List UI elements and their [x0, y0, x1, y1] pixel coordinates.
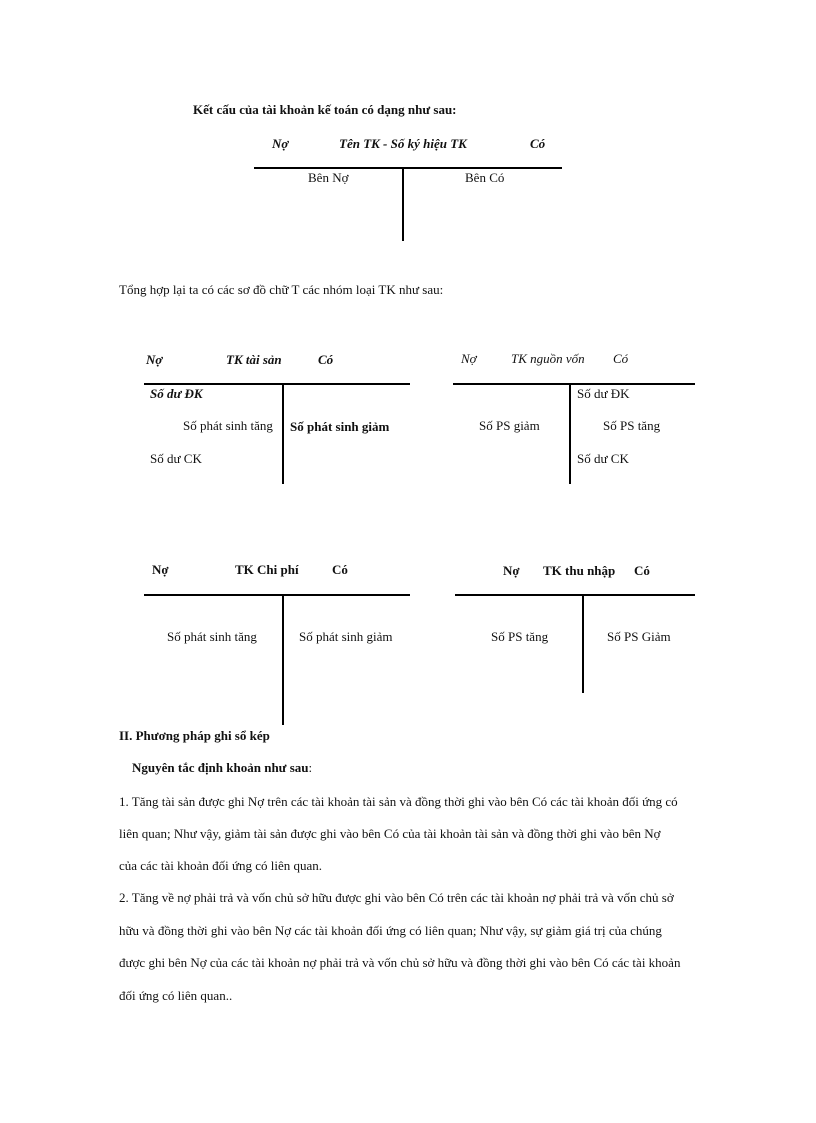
paragraph-1-line-2: liên quan; Như vậy, giảm tài sản được ghi vào bên Có của tài khoản tài sản và đồng thời ghi vào bên Nợ: [119, 826, 661, 841]
asset-vertical-line: [282, 384, 284, 484]
main-t-right-label: Bên Có: [465, 170, 505, 185]
main-t-co-label: Có: [530, 136, 546, 151]
asset-closing-balance: Số dư CK: [150, 451, 202, 466]
capital-title: TK nguồn vốn: [511, 351, 585, 366]
asset-horizontal-line: [144, 383, 410, 385]
capital-horizontal-line: [453, 383, 695, 385]
subheading-text: Nguyên tắc định khoản như sau: [132, 760, 309, 775]
main-t-horizontal-line: [254, 167, 562, 169]
main-t-no-label: Nợ: [272, 136, 289, 151]
capital-opening-balance: Số dư ĐK: [577, 386, 630, 401]
expense-decrease: Số phát sinh giảm: [299, 629, 393, 644]
expense-horizontal-line: [144, 594, 410, 596]
income-co-label: Có: [634, 563, 650, 578]
paragraph-2-line-1: 2. Tăng về nợ phải trả và vốn chủ sở hữu được ghi vào bên Có trên các tài khoản nợ phải trả và vốn chủ sở: [119, 890, 674, 905]
paragraph-2-line-3: được ghi bên Nợ của các tài khoản nợ phải trả và vốn chủ sở hữu và đồng thời ghi vào bên Có các tài khoản: [119, 955, 681, 970]
asset-no-label: Nợ: [146, 352, 163, 367]
main-t-title: Tên TK - Số ký hiệu TK: [339, 136, 467, 151]
capital-closing-balance: Số dư CK: [577, 451, 629, 466]
asset-increase: Số phát sinh tăng: [183, 418, 273, 433]
income-horizontal-line: [455, 594, 695, 596]
income-title: TK thu nhập: [543, 563, 616, 578]
capital-no-label: Nợ: [461, 351, 477, 366]
intro-heading: Kết cấu của tài khoản kế toán có dạng như sau:: [193, 102, 457, 117]
asset-decrease: Số phát sinh giảm: [290, 419, 390, 434]
asset-title: TK tài sản: [226, 352, 282, 367]
main-t-left-label: Bên Nợ: [308, 170, 349, 185]
paragraph-2-line-4: đối ứng có liên quan..: [119, 988, 233, 1003]
capital-vertical-line: [569, 384, 571, 484]
income-decrease: Số PS Giảm: [607, 629, 671, 644]
asset-opening-balance: Số dư ĐK: [150, 386, 203, 401]
income-no-label: Nợ: [503, 563, 520, 578]
capital-increase: Số PS tăng: [603, 418, 661, 433]
expense-increase: Số phát sinh tăng: [167, 629, 257, 644]
capital-decrease: Số PS giảm: [479, 418, 540, 433]
expense-no-label: Nợ: [152, 562, 169, 577]
expense-title: TK Chi phí: [235, 562, 299, 577]
expense-vertical-line: [282, 595, 284, 725]
paragraph-1-line-1: 1. Tăng tài sản được ghi Nợ trên các tài khoản tài sản và đồng thời ghi vào bên Có các tài khoản đối ứng có: [119, 794, 678, 809]
income-vertical-line: [582, 595, 584, 693]
subheading-colon: :: [308, 760, 313, 775]
section-subheading: [132, 760, 312, 776]
paragraph-1-line-3: của các tài khoản đối ứng có liên quan.: [119, 858, 323, 873]
summary-text: Tổng hợp lại ta có các sơ đồ chữ T các nhóm loại TK như sau:: [119, 282, 444, 297]
capital-co-label: Có: [613, 351, 629, 366]
paragraph-2-line-2: hữu và đồng thời ghi vào bên Nợ các tài khoản đối ứng có liên quan; Như vậy, sự giảm giá trị của chúng: [119, 923, 662, 938]
income-increase: Số PS tăng: [491, 629, 549, 644]
main-t-vertical-line: [402, 168, 404, 241]
section-heading: II. Phương pháp ghi sổ kép: [119, 728, 270, 743]
asset-co-label: Có: [318, 352, 334, 367]
expense-co-label: Có: [332, 562, 348, 577]
